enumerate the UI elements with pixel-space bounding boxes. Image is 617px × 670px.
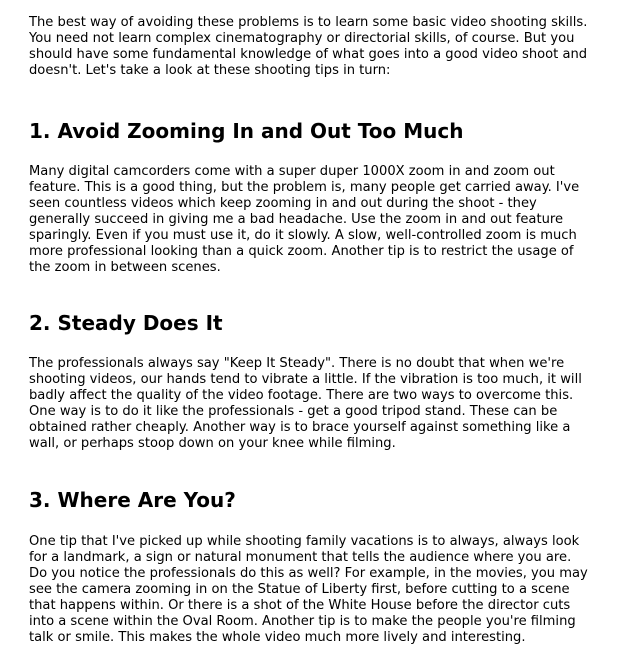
section-heading-zooming: 1. Avoid Zooming In and Out Too Much xyxy=(29,119,464,143)
intro-paragraph: The best way of avoiding these problems is to learn some basic video shooting skills. You need not learn complex cinematography or directorial skills, of course. But you should have some fundamental knowledge of what goes into a good video shoot and doesn't. Let's take a look at these shooting tips in turn: xyxy=(29,15,588,78)
section-paragraph-where-are-you: One tip that I've picked up while shooting family vacations is to always, always look for a landmark, a sign or natural monument that tells the audience where you are. Do you notice the professionals do this as well? For example, in the movies, you may see the camera zooming in on the Statue of Liberty first, before cutting to a scene that happens within. Or there is a shot of the White House before the director cuts into a scene within the Oval Room. Another tip is to make the people you're filming talk or smile. This makes the whole video much more lively and interesting. xyxy=(29,534,588,645)
section-paragraph-zooming: Many digital camcorders come with a super duper 1000X zoom in and zoom out feature. This is a good thing, but the problem is, many people get carried away. I've seen countless videos which keep zooming in and out during the shoot - they generally succeed in giving me a bad headache. Use the zoom in and out feature sparingly. Even if you must use it, do it slowly. A slow, well-controlled zoom is much more professional looking than a quick zoom. Another tip is to restrict the usage of the zoom in between scenes. xyxy=(29,164,580,275)
section-heading-where-are-you: 3. Where Are You? xyxy=(29,488,236,512)
section-paragraph-steady: The professionals always say "Keep It Steady". There is no doubt that when we're shooting videos, our hands tend to vibrate a little. If the vibration is too much, it will badly affect the quality of the video footage. There are two ways to overcome this. One way is to do it like the professionals - get a good tripod stand. These can be obtained rather cheaply. Another way is to brace yourself against something like a wall, or perhaps stoop down on your knee while filming. xyxy=(29,356,582,451)
section-heading-steady: 2. Steady Does It xyxy=(29,311,223,335)
